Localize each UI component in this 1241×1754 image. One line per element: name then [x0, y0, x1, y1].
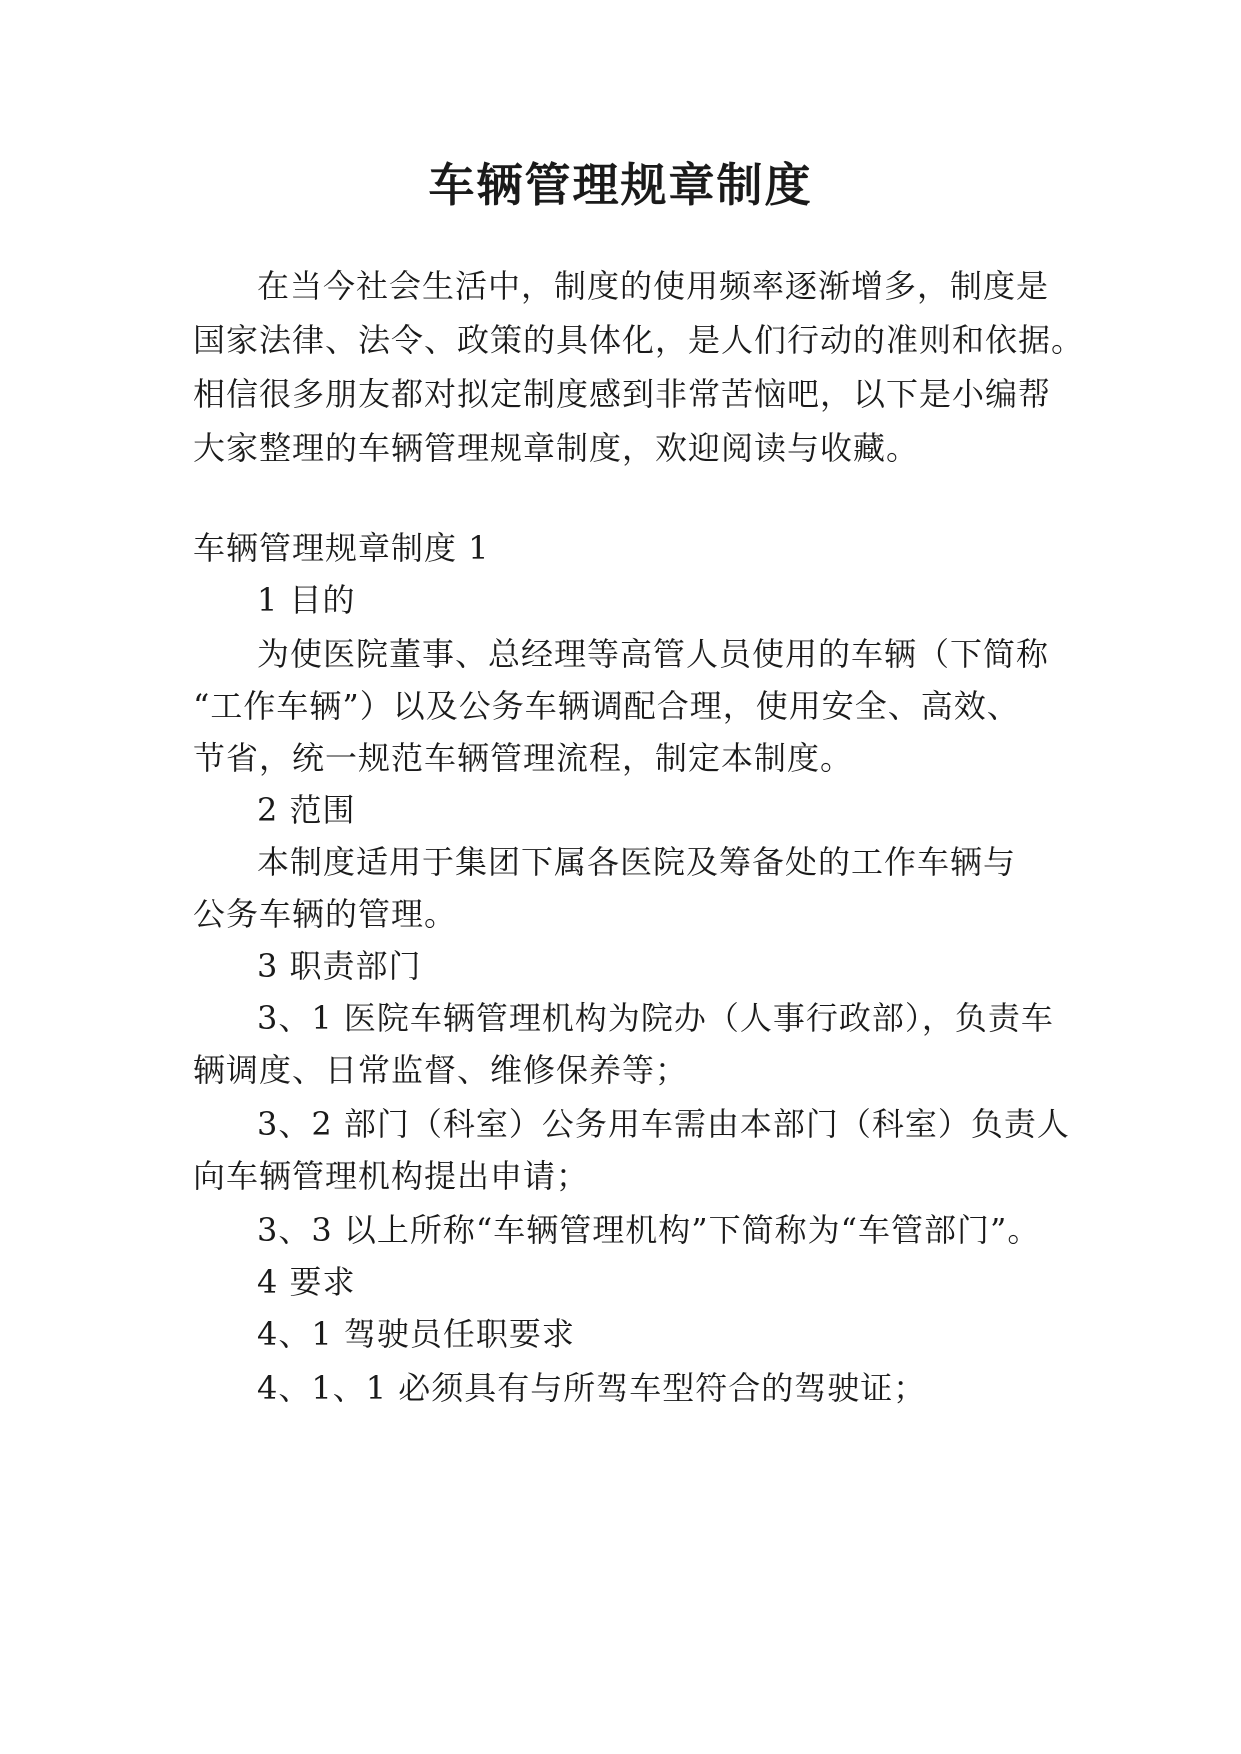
- clause-heading: 1 目的: [257, 581, 356, 619]
- body-line: 公务车辆的管理。: [193, 895, 458, 933]
- intro-line: 大家整理的车辆管理规章制度，欢迎阅读与收藏。: [193, 429, 920, 467]
- body-line: “工作车辆”）以及公务车辆调配合理，使用安全、高效、: [193, 687, 1020, 725]
- document-title: 车辆管理规章制度: [428, 158, 813, 212]
- body-line: 本制度适用于集团下属各医院及筹备处的工作车辆与: [257, 843, 1017, 881]
- body-line: 辆调度、日常监督、维修保养等；: [193, 1051, 689, 1089]
- intro-line: 国家法律、法令、政策的具体化，是人们行动的准则和依据。: [193, 321, 1085, 359]
- body-line: 节省，统一规范车辆管理流程，制定本制度。: [193, 739, 854, 777]
- intro-line: 在当今社会生活中，制度的使用频率逐渐增多，制度是: [257, 267, 1050, 305]
- body-line: 4、1、1 必须具有与所驾车型符合的驾驶证；: [257, 1369, 927, 1407]
- body-line: 3、2 部门（科室）公务用车需由本部门（科室）负责人: [257, 1105, 1070, 1143]
- body-line: 3、3 以上所称“车辆管理机构”下简称为“车管部门”。: [257, 1211, 1041, 1249]
- clause-heading: 4 要求: [257, 1263, 356, 1301]
- clause-heading: 4、1 驾驶员任职要求: [257, 1315, 575, 1353]
- clause-heading: 3 职责部门: [257, 947, 422, 985]
- section-heading: 车辆管理规章制度 1: [193, 529, 490, 567]
- body-line: 向车辆管理机构提出申请；: [193, 1157, 590, 1195]
- body-line: 3、1 医院车辆管理机构为院办（人事行政部），负责车: [257, 999, 1054, 1037]
- body-line: 为使医院董事、总经理等高管人员使用的车辆（下简称: [257, 635, 1050, 673]
- clause-heading: 2 范围: [257, 791, 356, 829]
- intro-line: 相信很多朋友都对拟定制度感到非常苦恼吧，以下是小编帮: [193, 375, 1052, 413]
